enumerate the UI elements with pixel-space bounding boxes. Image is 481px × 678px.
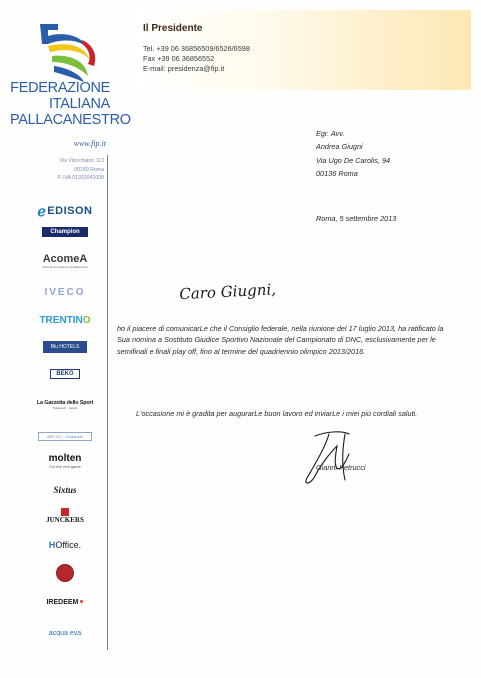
contact-info (143, 44, 250, 73)
sponsor-label: ARCTIC · Ortanique (38, 432, 92, 441)
address-line: P. IVA 01392041000 (57, 175, 104, 181)
sponsor-label: Champion (42, 227, 87, 237)
website-link[interactable]: www.fip.it (73, 139, 106, 148)
sponsor-molten (26, 452, 104, 470)
sponsor-label: Sixtus (53, 485, 77, 495)
sponsor-label: JUNCKERS (46, 516, 84, 524)
sponsor-junckers (26, 505, 104, 527)
sponsor-label-accent: O (82, 314, 91, 326)
sponsor-edison (26, 202, 104, 220)
body-paragraph: ho il piacere di comunicarLe che il Consiglio federale, nella riunione del 17 luglio 2013, ha ratificato la Sua nomina a Sostituto Giudice Sportivo Nazionale del Campionato di DNC, esclusivamente per le semifinali e finali play off, fino al termine del quadriennio olimpico 2013/2016. (117, 324, 444, 356)
address-line: Via Vitorchiano 113 (59, 158, 104, 164)
federation-address (30, 157, 104, 183)
sponsor-beko (26, 366, 104, 382)
body-paragraph: L'occasione mi è gradita per augurarLe buon lavoro ed inviarLe i miei più cordiali saluti. (136, 409, 418, 418)
recipient-title: Egr. Avv. (316, 129, 345, 138)
sponsor-acomea (26, 249, 104, 273)
fax-number: Fax +39 06 36856552 (143, 53, 215, 63)
sponsor-tagline: For the real game (49, 464, 81, 469)
sponsor-sixtus (26, 483, 104, 497)
sponsor-label: IREDEEM (46, 598, 79, 606)
sponsor-trentino (26, 312, 104, 328)
junckers-mark-icon (61, 508, 69, 516)
address-line: 00189 Roma (74, 166, 104, 173)
fiat-badge-icon (56, 564, 74, 582)
recipient-name: Andrea Giugni (316, 142, 363, 152)
president-title: Il Presidente (143, 23, 203, 34)
sponsor-tagline: Società di Gestione del Risparmio (42, 265, 88, 269)
recipient-city: 00136 Roma (316, 169, 358, 179)
heart-icon: ♥ (79, 598, 84, 606)
sponsor-iveco (26, 285, 104, 299)
sponsor-acquaeva (26, 626, 104, 640)
sponsor-champion (26, 225, 104, 239)
email-address[interactable]: E-mail: presidenza@fip.it (143, 63, 225, 73)
sponsor-hoffice (26, 538, 104, 552)
sponsor-label: BEKO (50, 369, 79, 379)
sponsor-arctic (26, 430, 104, 442)
edison-mark-icon: ℯ (37, 202, 47, 219)
sponsor-label: IVECO (44, 286, 86, 298)
signer-name: Gianni Petrucci (316, 463, 366, 472)
sponsor-bluhotels (26, 336, 104, 358)
handwritten-greeting: Caro Giugni, (178, 280, 277, 304)
sponsor-label: EDISON (47, 205, 93, 217)
sponsor-label: Blu HOTELS (43, 341, 88, 353)
sponsor-label: AcomeA (42, 253, 88, 265)
sponsor-iredeem (26, 595, 104, 609)
sponsor-tagline: Tuttosport · Jumbo (52, 406, 78, 410)
letter-date: Roma, 5 settembre 2013 (316, 214, 397, 223)
sponsor-label: acqua eva (48, 629, 82, 637)
recipient-street: Via Ugo De Carolis, 94 (316, 155, 391, 165)
sponsor-label-accent: H (48, 540, 56, 550)
recipient-address (316, 127, 390, 181)
sponsor-label: TRENTIN (39, 314, 83, 326)
federation-name: FEDERAZIONE ITALIANA PALLACANESTRO (10, 80, 131, 128)
sidebar-divider (107, 155, 108, 650)
sidebar (0, 0, 131, 678)
sponsor-gazzetta (26, 397, 104, 413)
sponsor-label: Office. (55, 540, 82, 550)
sponsor-label: La Gazzetta dello Sport (36, 400, 94, 406)
fip-logo-icon (34, 20, 106, 84)
sponsor-label: molten (48, 453, 82, 464)
sponsor-fiat (26, 563, 104, 583)
phone-number: Tel. +39 06 36856509/6526/6598 (143, 44, 250, 53)
